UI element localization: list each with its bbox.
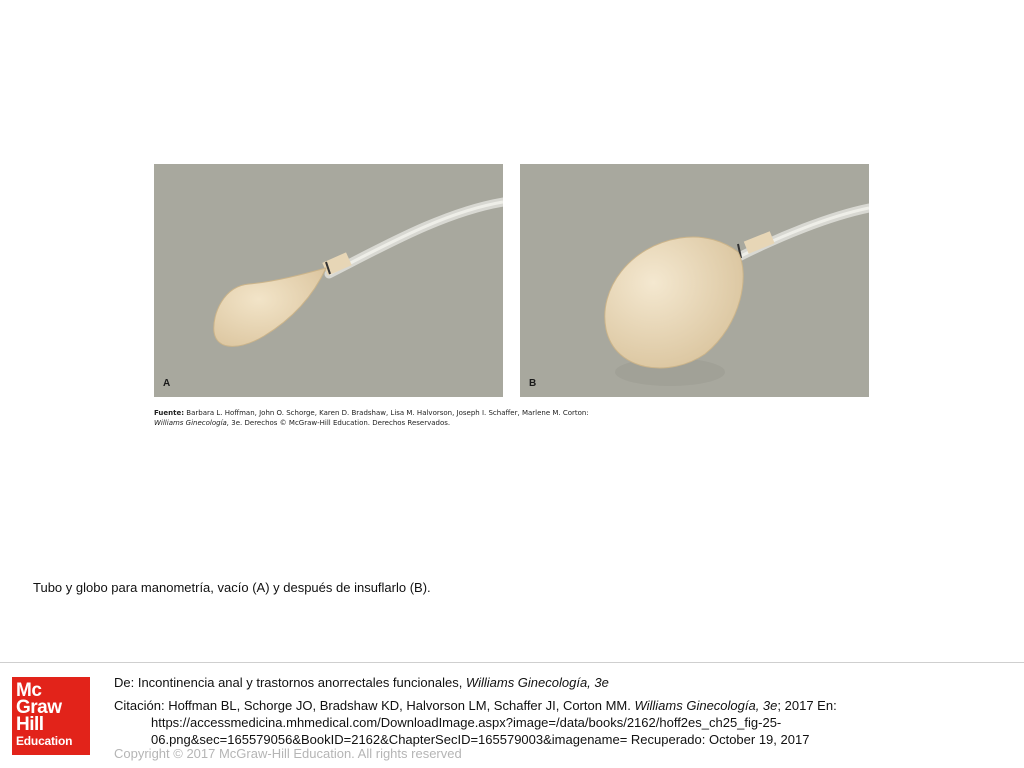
copyright-notice: Copyright © 2017 McGraw-Hill Education. All rights reserved xyxy=(114,746,462,761)
source-label: Fuente: xyxy=(154,409,185,417)
logo-line-2: Graw xyxy=(16,697,62,718)
from-line xyxy=(114,674,1014,691)
figure-caption: Tubo y globo para manometría, vacío (A) y después de insuflarlo (B). xyxy=(33,580,431,595)
figure-source-credit xyxy=(154,408,874,428)
panel-a-label: A xyxy=(163,378,171,389)
source-rights: 3e. Derechos © McGraw-Hill Education. Derechos Reservados. xyxy=(231,419,451,427)
logo-line-1: Mc xyxy=(16,680,42,701)
panel-b-label: B xyxy=(529,378,537,389)
from-book: Williams Ginecología, 3e xyxy=(465,675,609,690)
logo-line-4: Education xyxy=(16,734,73,748)
empty-balloon-photo xyxy=(154,164,503,397)
footer-divider xyxy=(0,662,1024,663)
source-authors: Barbara L. Hoffman, John O. Schorge, Karen D. Bradshaw, Lisa M. Halvorson, Joseph I. Schaffer, Marlene M. Corton: xyxy=(186,409,589,417)
from-prefix: De: Incontinencia anal y trastornos anorrectales funcionales, xyxy=(114,675,466,690)
footer-citation xyxy=(114,674,1014,748)
citation-rest: ; 2017 En: https://accessmedicina.mhmedical.com/DownloadImage.aspx?image=/data/books/2162/hoff2es_ch25_fig-25-06.png&sec=165579056&BookID=2162&ChapterSecID=165579003&imagename= Recuperado: October 19, 2017 xyxy=(151,698,837,747)
mcgraw-hill-logo xyxy=(12,677,90,755)
logo-line-3: Hill xyxy=(16,714,44,735)
source-book: Williams Ginecología, xyxy=(154,419,230,427)
inflated-balloon-photo xyxy=(520,164,869,397)
citation-prefix: Citación: Hoffman BL, Schorge JO, Bradshaw KD, Halvorson LM, Schaffer JI, Corton MM. xyxy=(114,698,635,713)
citation-book: Williams Ginecología, 3e xyxy=(634,698,778,713)
figure-panel-b xyxy=(520,164,869,397)
figure-panel-a xyxy=(154,164,503,397)
citation-line xyxy=(114,697,1014,748)
